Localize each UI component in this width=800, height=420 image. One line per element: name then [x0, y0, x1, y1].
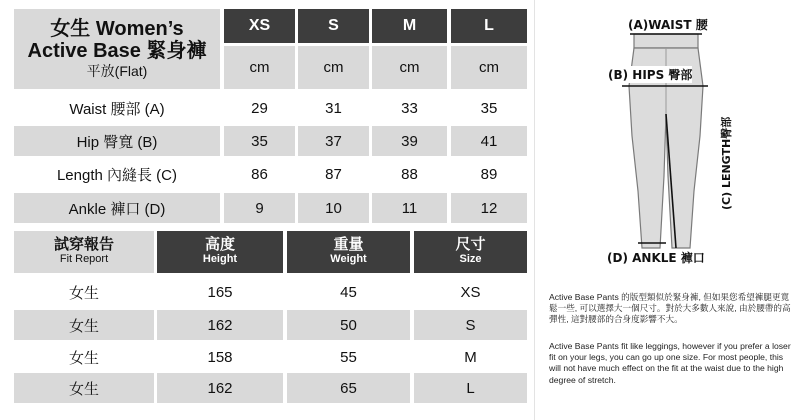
fit-row-3-height: 158 [157, 341, 283, 373]
fit-row-3-weight: 55 [287, 341, 410, 373]
row-label-length: Length 內縫長 (C) [14, 158, 220, 190]
size-header-m: M [372, 9, 447, 43]
hip-m: 39 [372, 126, 447, 156]
fit-row-4-height: 162 [157, 373, 283, 403]
height-header [157, 231, 283, 273]
size-header-xs: XS [224, 9, 295, 43]
fit-row-3-gender: 女生 [14, 341, 154, 373]
ankle-s: 10 [298, 193, 369, 223]
unit-l: cm [451, 46, 527, 89]
fit-row-2-weight: 50 [287, 310, 410, 340]
ankle-l: 12 [451, 193, 527, 223]
hip-l: 41 [451, 126, 527, 156]
weight-header-zh: 重量 [333, 236, 364, 253]
weight-header [287, 231, 410, 273]
length-s: 87 [298, 158, 369, 190]
leggings-diagram [600, 6, 730, 268]
size-header-en: Size [459, 253, 482, 265]
waistband-shape [634, 34, 698, 48]
height-header-en: Height [202, 253, 238, 265]
size-header-s: S [298, 9, 369, 43]
waist-xs: 29 [224, 92, 295, 124]
note-english: Active Base Pants fit like leggings, however if you prefer a loser fit on your legs, you can go up one size. For most people, this will not have much effect on the fit at the waist due to the high degree of stretch. [549, 341, 791, 385]
fit-row-4-gender: 女生 [14, 373, 154, 403]
ankle-m: 11 [372, 193, 447, 223]
hip-xs: 35 [224, 126, 295, 156]
size-header-l: L [451, 9, 527, 43]
label-ankle: (D) ANKLE 褲口 [607, 251, 705, 265]
fit-row-2-gender: 女生 [14, 310, 154, 340]
waist-m: 33 [372, 92, 447, 124]
title-line-2: Active Base 緊身褲 [27, 40, 207, 62]
waist-s: 31 [298, 92, 369, 124]
note-chinese: Active Base Pants 的版型類似於緊身褲, 但如果您希望褲腿更寬鬆一些, 可以選擇大一個尺寸。對於大多數人來說, 由於腰帶的高彈性, 這對腰部的合身度影響不大。 [549, 292, 791, 325]
fit-row-3-size: M [414, 341, 527, 373]
fit-report-title-zh: 試穿報告 [53, 236, 114, 253]
fit-row-1-weight: 45 [287, 276, 410, 308]
label-length: (C) LENGTH臀部 [720, 116, 733, 210]
size-header [414, 231, 527, 273]
label-waist: (A)WAIST 腰 [628, 18, 708, 32]
unit-s: cm [298, 46, 369, 89]
weight-header-en: Weight [330, 253, 367, 265]
fit-row-2-height: 162 [157, 310, 283, 340]
length-l: 89 [451, 158, 527, 190]
waist-l: 35 [451, 92, 527, 124]
fit-row-2-size: S [414, 310, 527, 340]
row-label-hip: Hip 臀寬 (B) [14, 126, 220, 156]
length-xs: 86 [224, 158, 295, 190]
row-label-ankle: Ankle 褲口 (D) [14, 193, 220, 223]
fit-row-1-size: XS [414, 276, 527, 308]
label-hips: (B) HIPS 臀部 [608, 68, 693, 82]
row-label-waist: Waist 腰部 (A) [14, 92, 220, 124]
length-m: 88 [372, 158, 447, 190]
unit-xs: cm [224, 46, 295, 89]
ankle-xs: 9 [224, 193, 295, 223]
unit-m: cm [372, 46, 447, 89]
title-line-1: 女生 Women’s [50, 18, 184, 40]
size-header-zh: 尺寸 [455, 236, 486, 253]
title-line-3: 平放(Flat) [86, 63, 148, 79]
fit-report-title [14, 231, 154, 273]
hip-s: 37 [298, 126, 369, 156]
fit-report-title-en: Fit Report [59, 253, 109, 265]
height-header-zh: 高度 [204, 236, 235, 253]
fit-row-4-size: L [414, 373, 527, 403]
panel-divider [534, 0, 535, 420]
fit-row-1-gender: 女生 [14, 276, 154, 308]
size-table-title [14, 9, 220, 89]
fit-row-1-height: 165 [157, 276, 283, 308]
fit-row-4-weight: 65 [287, 373, 410, 403]
